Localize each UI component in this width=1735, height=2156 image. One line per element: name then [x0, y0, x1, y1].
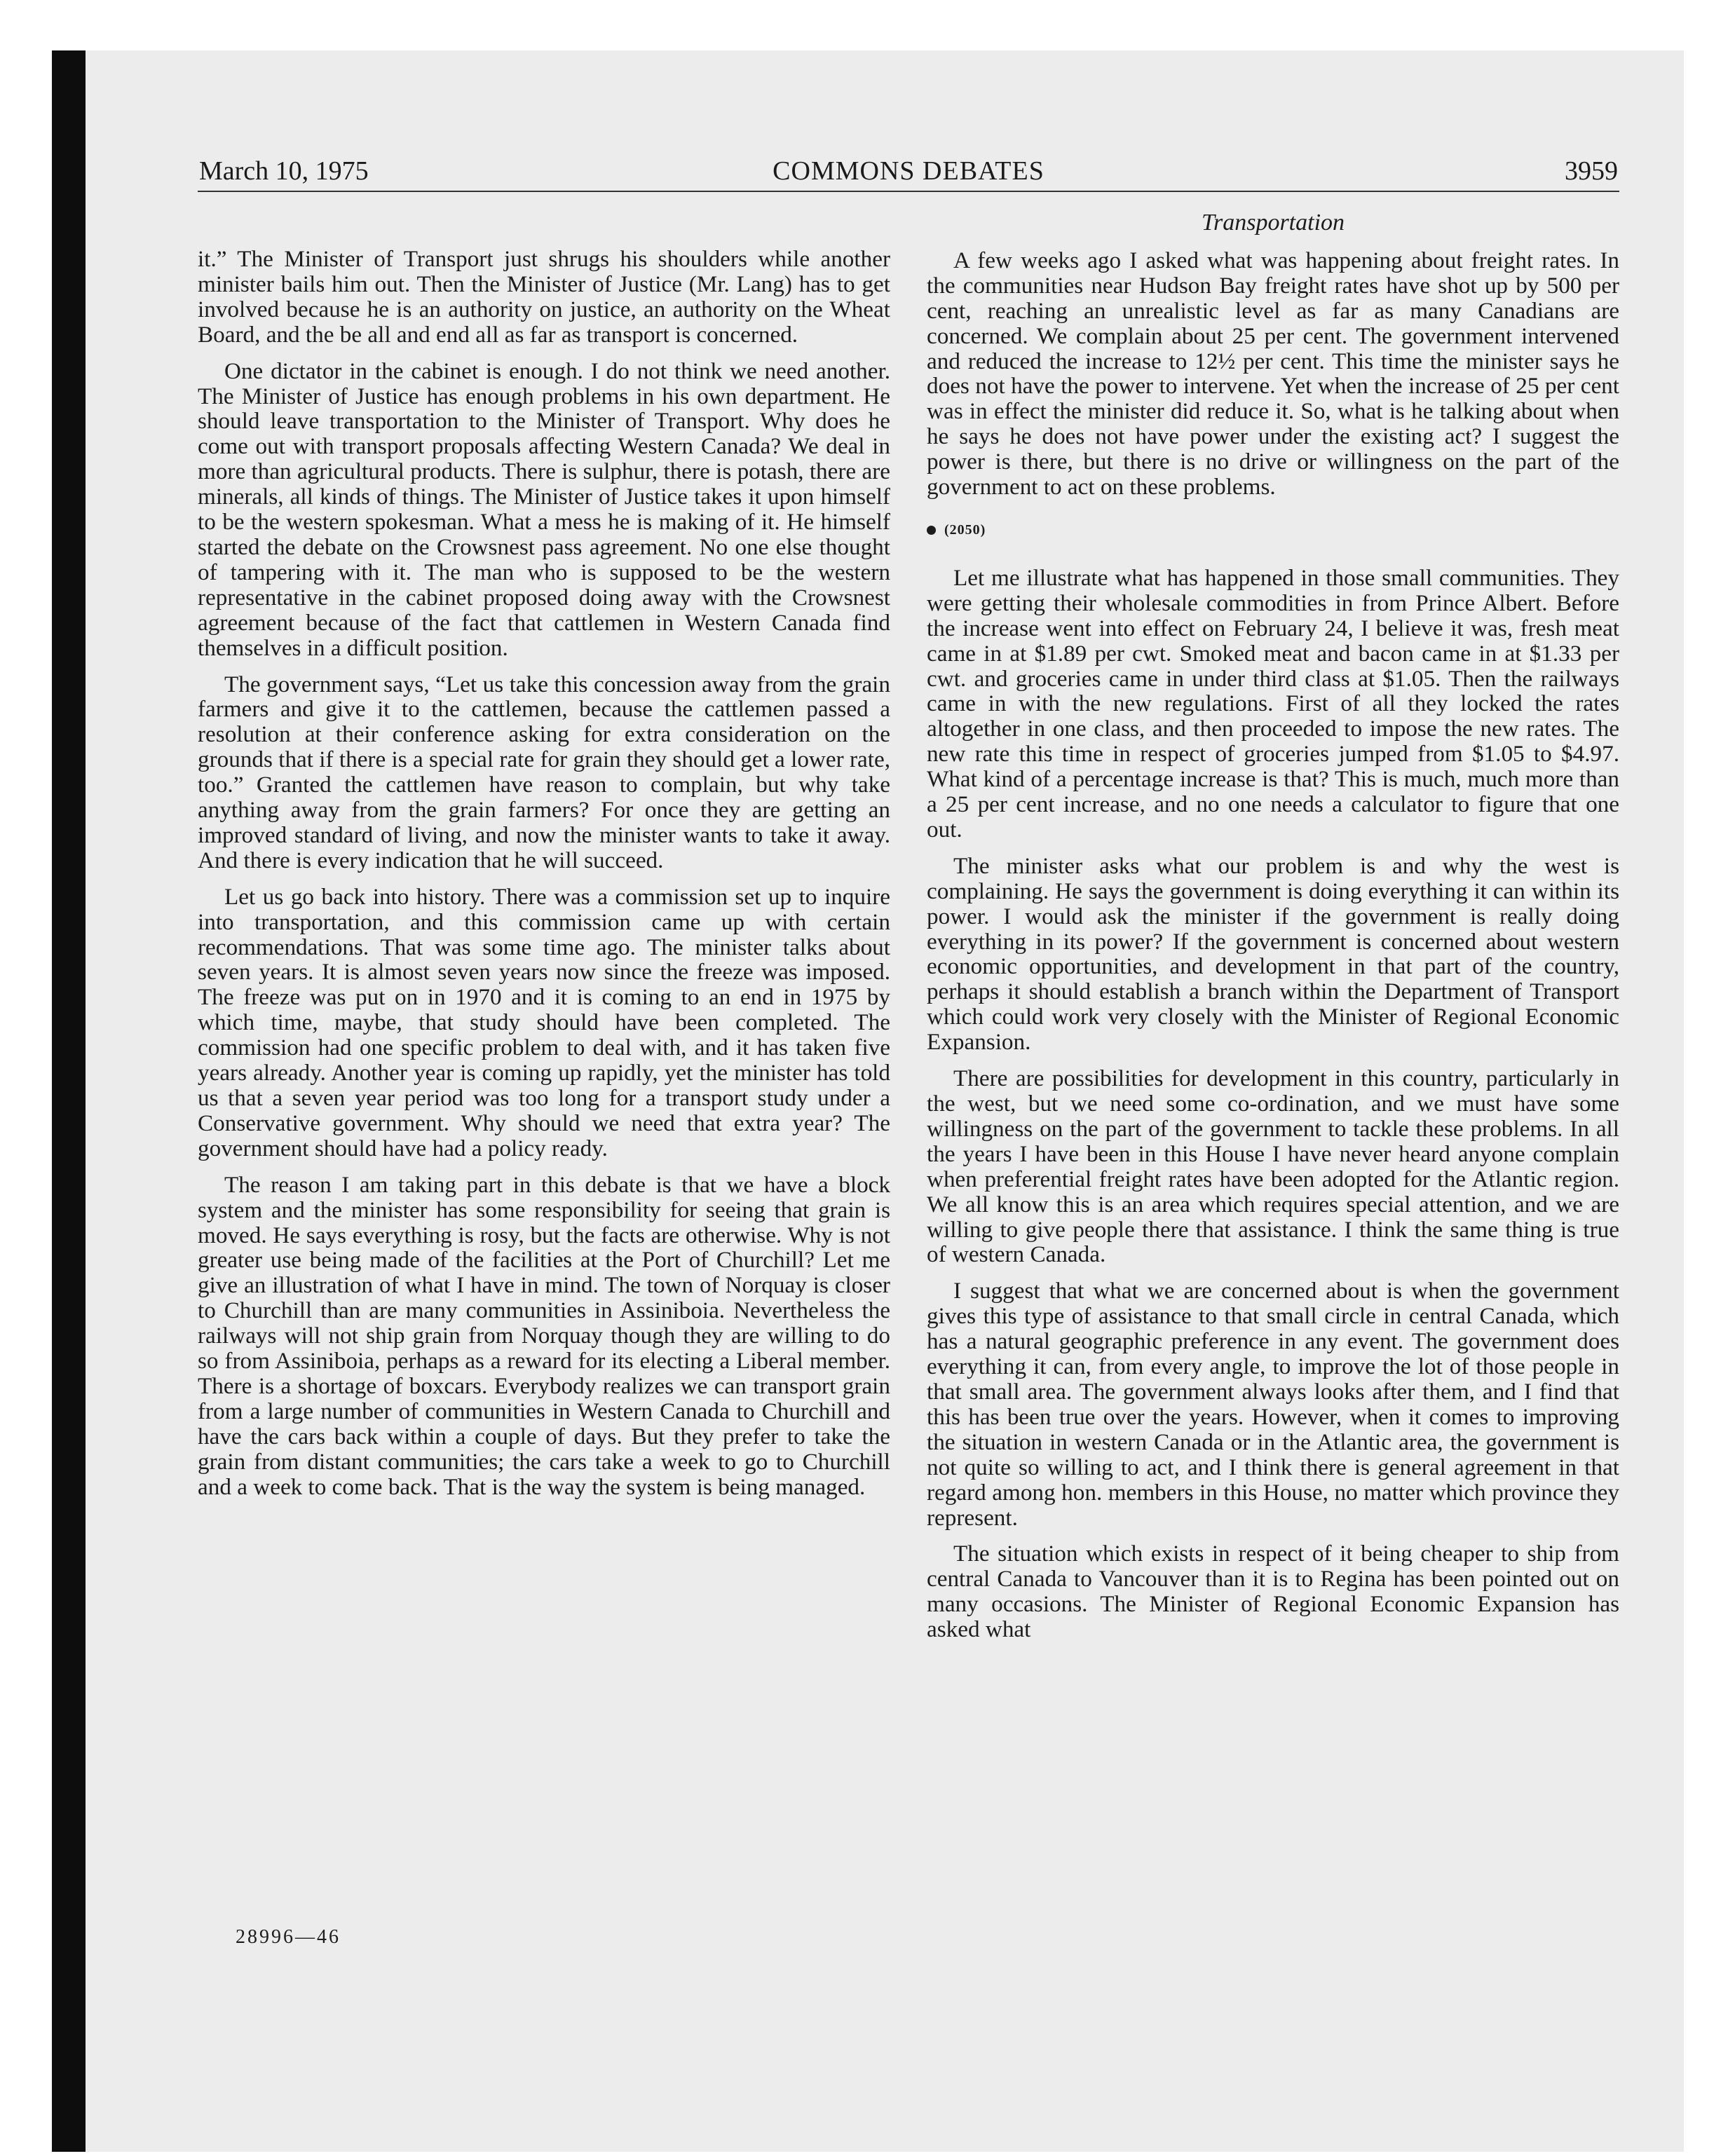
header-title: COMMONS DEBATES — [773, 156, 1045, 186]
header-date: March 10, 1975 — [199, 156, 369, 186]
header-page-number: 3959 — [1565, 156, 1618, 186]
left-column — [198, 247, 890, 1511]
paragraph: There are possibilities for development in this country, particularly in the west, but we need some co-ordination, and we must have some willingness on the part of the government to tackle these problems. In all the years I have been in this House I have never heard anyone complain when preferential freight rates have been adopted for the Atlantic region. We all know this is an area which requires special attention, and we are willing to give people there that assistance. I think the same thing is true of western Canada. — [927, 1065, 1619, 1268]
footer-code: 28996—46 — [236, 1926, 341, 1948]
paragraph: Let us go back into history. There was a commission set up to inquire into transportation, and this commission came up with certain recommendations. That was some time ago. The minister talks about seven years. It is almost seven years now since the freeze was imposed. The freeze was put on in 1970 and it is coming to an end in 1975 by which time, maybe, that study should have been completed. The commission had one specific problem to deal with, and it has taken five years already. Another year is coming up rapidly, yet the minister has told us that a seven year period was too long for a transport study under a Conservative government. Why should we need that extra year? The government should have had a policy ready. — [198, 883, 890, 1161]
paragraph: The minister asks what our problem is and why the west is complaining. He says the government is doing everything it can within its power. I would ask the minister if the government is really doing everything in its power? If the government is concerned about western economic opportunities, and development in that part of the country, perhaps it should establish a branch within the Department of Transport which could work very closely with the Minister of Regional Economic Expansion. — [927, 852, 1619, 1056]
paragraph: I suggest that what we are concerned about is when the government gives this type of assistance to that small circle in central Canada, which has a natural geographic preference in any event. The government does everything it can, from every angle, to improve the lot of those people in that small area. The government always looks after them, and I find that this has been true over the years. However, when it comes to improving the situation in western Canada or in the Atlantic area, the government is not quite so willing to act, and I think there is general agreement in that regard among hon. members in this House, no matter which province they represent. — [927, 1278, 1619, 1531]
time-marker — [927, 518, 1619, 543]
time-marker-label: (2050) — [944, 521, 986, 538]
paragraph: The reason I am taking part in this debate is that we have a block system and the minister has some responsibility for seeing that grain is moved. He says everything is rosy, but the facts are otherwise. Why is not greater use being made of the facilities at the Port of Churchill? Let me give an illustration of what I have in mind. The town of Norquay is closer to Churchill than are many communities in Assiniboia. Nevertheless the railways will not ship grain from Norquay though they are willing to do so from Assiniboia, perhaps as a reward for its electing a Liberal member. There is a shortage of boxcars. Everybody realizes we can transport grain from a large number of communities in Western Canada to Churchill and have the cars back within a couple of days. But they prefer to take the grain from distant communities; the cars take a week to go to Churchill and a week to come back. That is the way the system is being managed. — [198, 1171, 890, 1500]
paragraph: The government says, “Let us take this concession away from the grain farmers and give it to the cattlemen, because the cattlemen passed a resolution at their conference asking for extra consideration on the grounds that if there is a special rate for grain they should get a lower rate, too.” Granted the cattlemen have reason to complain, but why take anything away from the grain farmers? For once they are getting an improved standard of living, and now the minister wants to take it away. And there is every indication that he will succeed. — [198, 671, 890, 873]
bullet-dot-icon — [927, 526, 936, 535]
scan-edge-bar — [52, 50, 86, 2152]
section-title: Transportation — [1201, 210, 1345, 236]
paragraph: it.” The Minister of Transport just shrugs his shoulders while another minister bails him out. Then the Minister of Justice (Mr. Lang) has to get involved because he is an authority on justice, an authority on the Wheat Board, and the be all and end all as far as transport is concerned. — [198, 246, 890, 348]
paragraph: The situation which exists in respect of it being cheaper to ship from central Canada to Vancouver than it is to Regina has been pointed out on many occasions. The Minister of Regional Economic Expansion has asked what — [927, 1541, 1619, 1643]
right-column — [927, 199, 1619, 1653]
paragraph: One dictator in the cabinet is enough. I do not think we need another. The Minister of Justice has enough problems in his own department. He should leave transportation to the Minister of Transport. Why does he come out with transport proposals affecting Western Canada? We deal in more than agricultural products. There is sulphur, there is potash, there are minerals, all kinds of things. The Minister of Justice takes it upon himself to be the western spokesman. What a mess he is making of it. He himself started the debate on the Crowsnest pass agreement. No one else thought of tampering with it. The man who is supposed to be the western representative in the cabinet proposed doing away with the Crowsnest agreement because of the fact that cattlemen in Western Canada find themselves in a difficult position. — [198, 357, 890, 661]
paragraph: A few weeks ago I asked what was happening about freight rates. In the communities near Hudson Bay freight rates have shot up by 500 per cent, reaching an unrealistic level as far as many Canadians are concerned. We complain about 25 per cent. The government intervened and reduced the increase to 12½ per cent. This time the minister says he does not have the power to intervene. Yet when the increase of 25 per cent was in effect the minister did reduce it. So, what is he talking about when he says he does not have power under the existing act? I suggest the power is there, but there is no drive or willingness on the part of the government to act on these problems. — [927, 247, 1619, 500]
paragraph: Let me illustrate what has happened in those small communities. They were getting their wholesale commodities in from Prince Albert. Before the increase went into effect on February 24, I believe it was, fresh meat came in at $1.89 per cwt. Smoked meat and bacon came in at $1.33 per cwt. and groceries came in under third class at $1.05. Then the railways came in with the new regulations. First of all they locked the rates altogether in one class, and then proceeded to impose the new rates. The new rate this time in respect of groceries jumped from $1.05 to $4.97. What kind of a percentage increase is that? This is much, much more than a 25 per cent increase, and no one needs a calculator to figure that one out. — [927, 564, 1619, 842]
page-header — [198, 146, 1619, 192]
